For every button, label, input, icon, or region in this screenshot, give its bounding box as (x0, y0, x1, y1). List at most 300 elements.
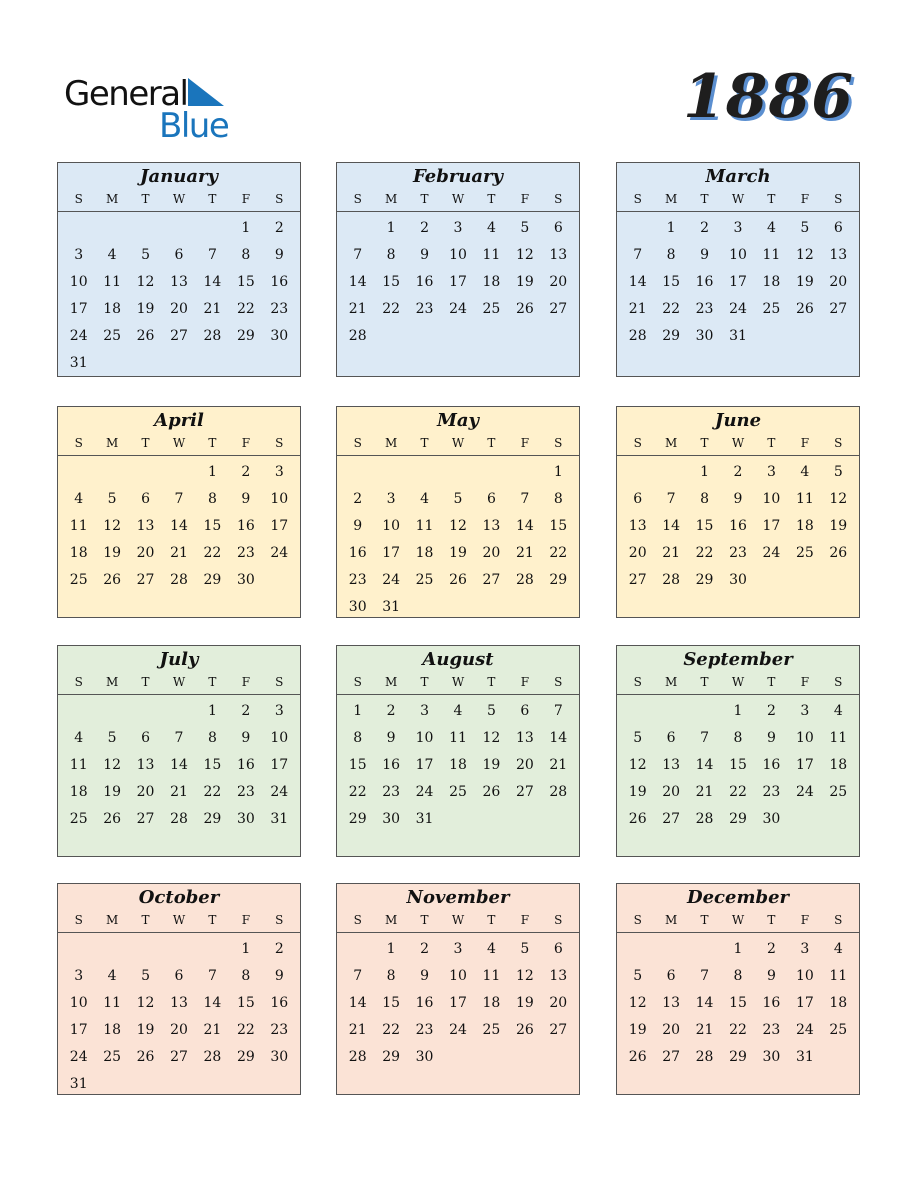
day-cell: 19 (628, 784, 647, 800)
day-cell: 3 (420, 703, 430, 719)
day-cell: 4 (107, 247, 117, 263)
empty-cell (374, 459, 407, 486)
day-cell: 16 (348, 545, 367, 561)
day-cell: 20 (829, 274, 848, 290)
day-grid (58, 212, 300, 377)
day-cell: 31 (795, 1049, 814, 1065)
day-cell: 2 (420, 220, 430, 236)
weekday-label: S (275, 675, 284, 689)
month-march (616, 162, 860, 377)
day-cell: 3 (800, 941, 810, 957)
month-title: May (436, 410, 480, 431)
weekday-header (337, 672, 579, 695)
day-cell: 22 (382, 1022, 401, 1038)
day-cell: 24 (270, 545, 289, 561)
day-cell: 8 (207, 730, 217, 746)
day-cell: 24 (415, 784, 434, 800)
weekday-label: S (554, 436, 563, 450)
year-title: 1886 (683, 62, 854, 132)
day-cell: 29 (236, 1049, 255, 1065)
day-cell: 22 (348, 784, 367, 800)
weekday-label: M (105, 913, 119, 927)
day-cell: 14 (203, 274, 222, 290)
day-cell: 4 (74, 491, 84, 507)
day-cell: 28 (695, 1049, 714, 1065)
weekday-label: W (172, 436, 186, 450)
day-cell: 26 (136, 328, 155, 344)
month-july (57, 645, 301, 857)
weekday-label: F (520, 192, 530, 206)
day-cell: 17 (795, 757, 814, 773)
day-grid (337, 456, 579, 621)
weekday-label: W (731, 192, 745, 206)
day-cell: 4 (833, 941, 843, 957)
month-title: October (138, 887, 220, 908)
day-cell: 6 (174, 968, 184, 984)
day-cell: 23 (270, 301, 289, 317)
day-cell: 28 (170, 811, 188, 827)
weekday-label: M (105, 436, 119, 450)
day-cell: 23 (729, 545, 747, 561)
day-cell: 2 (420, 941, 430, 957)
weekday-label: T (420, 192, 429, 206)
day-cell: 29 (549, 572, 568, 588)
day-cell: 30 (762, 1049, 781, 1065)
day-cell: 23 (236, 545, 255, 561)
empty-cell (62, 459, 95, 486)
day-cell: 13 (136, 757, 155, 773)
day-cell: 11 (795, 491, 814, 507)
day-cell: 22 (203, 784, 222, 800)
day-cell: 18 (482, 995, 501, 1011)
day-cell: 8 (666, 247, 676, 263)
day-cell: 1 (207, 464, 217, 480)
weekday-header (617, 189, 859, 212)
weekday-label: S (633, 192, 642, 206)
empty-cell (654, 698, 687, 725)
day-grid (617, 456, 859, 594)
day-cell: 8 (733, 968, 743, 984)
weekday-label: T (767, 436, 776, 450)
weekday-label: T (208, 436, 217, 450)
weekday-label: T (487, 913, 496, 927)
weekday-label: M (384, 436, 398, 450)
empty-cell (621, 459, 654, 486)
day-cell: 17 (69, 1022, 88, 1038)
day-cell: 10 (382, 518, 401, 534)
day-cell: 19 (103, 545, 122, 561)
day-cell: 6 (553, 941, 563, 957)
day-cell: 13 (662, 995, 681, 1011)
day-cell: 16 (415, 274, 434, 290)
day-cell: 22 (549, 545, 568, 561)
day-cell: 5 (833, 464, 843, 480)
general-blue-logo (64, 74, 234, 144)
day-cell: 31 (69, 355, 88, 371)
day-cell: 30 (382, 811, 401, 827)
weekday-label: W (172, 192, 186, 206)
day-cell: 20 (136, 784, 155, 800)
day-cell: 9 (274, 968, 284, 984)
day-cell: 19 (103, 784, 122, 800)
day-cell: 22 (695, 545, 714, 561)
empty-cell (621, 936, 654, 963)
day-grid (337, 695, 579, 833)
weekday-header (337, 433, 579, 456)
weekday-label: T (208, 913, 217, 927)
empty-cell (129, 215, 162, 242)
day-cell: 31 (729, 328, 747, 344)
day-cell: 31 (382, 599, 401, 615)
day-cell: 5 (800, 220, 810, 236)
day-cell: 18 (829, 757, 848, 773)
day-cell: 25 (829, 784, 848, 800)
day-cell: 2 (353, 491, 363, 507)
day-cell: 24 (762, 545, 781, 561)
day-cell: 8 (241, 247, 251, 263)
day-cell: 9 (766, 730, 776, 746)
day-cell: 9 (241, 491, 251, 507)
day-cell: 30 (348, 599, 367, 615)
day-cell: 21 (203, 301, 222, 317)
day-cell: 11 (69, 757, 88, 773)
day-cell: 28 (348, 328, 367, 344)
day-cell: 4 (486, 220, 496, 236)
day-cell: 17 (729, 274, 747, 290)
day-cell: 8 (353, 730, 363, 746)
weekday-label: S (74, 192, 83, 206)
day-cell: 22 (203, 545, 222, 561)
day-cell: 1 (353, 703, 363, 719)
day-cell: 5 (141, 247, 151, 263)
day-cell: 20 (662, 1022, 681, 1038)
weekday-label: F (520, 913, 530, 927)
day-cell: 2 (241, 464, 251, 480)
day-cell: 19 (795, 274, 814, 290)
weekday-header (337, 189, 579, 212)
day-cell: 17 (449, 274, 467, 290)
day-cell: 21 (203, 1022, 222, 1038)
day-cell: 7 (700, 730, 710, 746)
day-cell: 27 (829, 301, 848, 317)
empty-cell (341, 936, 374, 963)
month-title: July (159, 649, 199, 670)
weekday-label: S (834, 675, 843, 689)
day-cell: 19 (829, 518, 848, 534)
day-cell: 17 (449, 995, 467, 1011)
day-cell: 10 (270, 730, 289, 746)
weekday-label: W (451, 436, 465, 450)
day-cell: 3 (386, 491, 396, 507)
day-cell: 12 (482, 730, 501, 746)
day-cell: 7 (700, 968, 710, 984)
day-cell: 6 (486, 491, 496, 507)
day-cell: 11 (449, 730, 467, 746)
day-cell: 10 (729, 247, 747, 263)
day-cell: 27 (482, 572, 501, 588)
day-cell: 26 (136, 1049, 155, 1065)
weekday-label: S (554, 913, 563, 927)
weekday-label: S (275, 436, 284, 450)
day-cell: 19 (482, 757, 501, 773)
day-cell: 15 (729, 995, 747, 1011)
day-cell: 7 (553, 703, 563, 719)
day-cell: 24 (795, 1022, 814, 1038)
day-cell: 15 (236, 274, 255, 290)
day-cell: 17 (762, 518, 781, 534)
day-cell: 5 (453, 491, 463, 507)
day-cell: 7 (174, 491, 184, 507)
day-cell: 3 (733, 220, 743, 236)
logo-text-general: General (64, 74, 188, 114)
month-october (57, 883, 301, 1095)
day-cell: 26 (103, 811, 122, 827)
day-cell: 3 (766, 464, 776, 480)
day-cell: 6 (520, 703, 530, 719)
day-cell: 12 (628, 757, 647, 773)
weekday-label: T (141, 192, 150, 206)
day-cell: 14 (628, 274, 647, 290)
day-cell: 4 (420, 491, 430, 507)
day-cell: 7 (666, 491, 676, 507)
day-cell: 27 (662, 1049, 681, 1065)
weekday-header (617, 910, 859, 933)
day-cell: 29 (729, 1049, 747, 1065)
day-cell: 9 (420, 247, 430, 263)
day-cell: 8 (553, 491, 563, 507)
day-cell: 22 (236, 301, 255, 317)
day-cell: 16 (270, 274, 289, 290)
empty-cell (621, 215, 654, 242)
day-cell: 18 (795, 518, 814, 534)
day-cell: 13 (482, 518, 501, 534)
day-cell: 14 (348, 274, 367, 290)
weekday-label: T (700, 436, 709, 450)
day-cell: 22 (662, 301, 681, 317)
day-cell: 18 (69, 784, 88, 800)
day-cell: 19 (628, 1022, 647, 1038)
day-cell: 27 (515, 784, 534, 800)
empty-cell (129, 698, 162, 725)
day-cell: 12 (795, 247, 814, 263)
day-grid (58, 456, 300, 594)
day-cell: 4 (74, 730, 84, 746)
day-cell: 19 (449, 545, 467, 561)
day-cell: 25 (449, 784, 467, 800)
empty-cell (408, 459, 441, 486)
weekday-header (58, 910, 300, 933)
weekday-label: M (664, 436, 678, 450)
day-cell: 26 (628, 1049, 647, 1065)
day-cell: 28 (549, 784, 568, 800)
day-cell: 16 (762, 757, 781, 773)
day-cell: 24 (449, 301, 467, 317)
day-cell: 26 (515, 301, 534, 317)
day-cell: 23 (348, 572, 367, 588)
empty-cell (95, 936, 128, 963)
day-cell: 7 (353, 968, 363, 984)
day-cell: 26 (449, 572, 467, 588)
day-cell: 2 (274, 220, 284, 236)
day-cell: 10 (795, 730, 814, 746)
day-cell: 27 (628, 572, 647, 588)
day-cell: 3 (453, 941, 463, 957)
day-cell: 12 (628, 995, 647, 1011)
weekday-label: S (834, 913, 843, 927)
month-title: November (406, 887, 510, 908)
day-cell: 12 (103, 757, 122, 773)
weekday-label: T (420, 436, 429, 450)
weekday-label: F (241, 192, 251, 206)
day-cell: 1 (733, 703, 743, 719)
empty-cell (508, 459, 541, 486)
day-cell: 29 (729, 811, 747, 827)
empty-cell (62, 215, 95, 242)
day-cell: 21 (348, 301, 367, 317)
logo-text-blue: Blue (159, 106, 229, 146)
empty-cell (475, 459, 508, 486)
day-cell: 17 (270, 518, 289, 534)
day-cell: 5 (633, 730, 643, 746)
day-cell: 27 (549, 301, 568, 317)
day-cell: 14 (348, 995, 367, 1011)
empty-cell (621, 698, 654, 725)
day-cell: 31 (69, 1076, 88, 1092)
day-cell: 27 (549, 1022, 568, 1038)
day-cell: 18 (103, 1022, 122, 1038)
day-cell: 4 (833, 703, 843, 719)
day-cell: 16 (270, 995, 289, 1011)
day-cell: 14 (170, 518, 188, 534)
day-cell: 15 (382, 995, 401, 1011)
day-cell: 10 (449, 968, 467, 984)
day-cell: 24 (382, 572, 401, 588)
day-cell: 17 (382, 545, 401, 561)
day-cell: 1 (700, 464, 710, 480)
day-cell: 16 (382, 757, 401, 773)
day-cell: 26 (829, 545, 848, 561)
day-cell: 4 (766, 220, 776, 236)
day-cell: 21 (662, 545, 681, 561)
day-cell: 20 (549, 995, 568, 1011)
weekday-header (617, 672, 859, 695)
day-cell: 17 (270, 757, 289, 773)
day-cell: 1 (241, 220, 251, 236)
day-cell: 11 (482, 968, 501, 984)
weekday-label: T (767, 192, 776, 206)
day-cell: 24 (69, 328, 88, 344)
weekday-label: T (141, 675, 150, 689)
weekday-label: S (633, 436, 642, 450)
weekday-label: S (74, 913, 83, 927)
weekday-header (58, 189, 300, 212)
weekday-label: T (487, 675, 496, 689)
month-april (57, 406, 301, 618)
weekday-label: T (767, 913, 776, 927)
day-cell: 29 (203, 811, 222, 827)
day-cell: 11 (69, 518, 88, 534)
weekday-label: F (800, 436, 810, 450)
month-title: January (140, 166, 218, 187)
day-cell: 26 (103, 572, 122, 588)
day-cell: 2 (766, 941, 776, 957)
day-cell: 28 (203, 1049, 222, 1065)
day-cell: 6 (666, 730, 676, 746)
day-cell: 6 (633, 491, 643, 507)
day-cell: 19 (515, 274, 534, 290)
day-cell: 12 (136, 995, 155, 1011)
day-cell: 27 (136, 811, 155, 827)
day-cell: 25 (415, 572, 434, 588)
empty-cell (162, 459, 195, 486)
day-cell: 5 (141, 968, 151, 984)
day-cell: 8 (386, 247, 396, 263)
day-cell: 12 (449, 518, 467, 534)
month-june (616, 406, 860, 618)
day-cell: 19 (515, 995, 534, 1011)
day-cell: 13 (136, 518, 155, 534)
day-cell: 30 (695, 328, 714, 344)
weekday-label: W (731, 675, 745, 689)
day-cell: 13 (549, 247, 568, 263)
day-cell: 10 (415, 730, 434, 746)
day-cell: 5 (520, 220, 530, 236)
day-cell: 15 (662, 274, 681, 290)
day-cell: 13 (549, 968, 568, 984)
day-cell: 13 (170, 274, 188, 290)
day-cell: 12 (515, 968, 534, 984)
day-cell: 16 (695, 274, 714, 290)
empty-cell (688, 936, 721, 963)
day-grid (337, 933, 579, 1071)
day-cell: 5 (633, 968, 643, 984)
day-cell: 15 (729, 757, 747, 773)
weekday-label: S (275, 192, 284, 206)
day-cell: 15 (382, 274, 401, 290)
day-cell: 25 (103, 1049, 122, 1065)
day-cell: 15 (695, 518, 714, 534)
weekday-label: S (353, 913, 362, 927)
day-cell: 14 (203, 995, 222, 1011)
day-cell: 6 (833, 220, 843, 236)
day-cell: 16 (236, 757, 255, 773)
day-cell: 8 (207, 491, 217, 507)
weekday-label: W (731, 913, 745, 927)
day-cell: 14 (549, 730, 568, 746)
day-cell: 28 (695, 811, 714, 827)
day-cell: 6 (174, 247, 184, 263)
day-cell: 25 (762, 301, 781, 317)
day-cell: 24 (449, 1022, 467, 1038)
day-cell: 20 (482, 545, 501, 561)
day-cell: 25 (829, 1022, 848, 1038)
month-title: March (705, 166, 771, 187)
day-cell: 22 (729, 1022, 747, 1038)
day-cell: 21 (628, 301, 647, 317)
month-august (336, 645, 580, 857)
month-title: February (412, 166, 503, 187)
weekday-label: M (384, 913, 398, 927)
day-cell: 8 (700, 491, 710, 507)
weekday-label: F (520, 675, 530, 689)
day-cell: 29 (236, 328, 255, 344)
empty-cell (62, 698, 95, 725)
day-cell: 14 (515, 518, 534, 534)
day-cell: 12 (103, 518, 122, 534)
weekday-label: S (834, 192, 843, 206)
weekday-label: M (664, 192, 678, 206)
day-cell: 3 (800, 703, 810, 719)
